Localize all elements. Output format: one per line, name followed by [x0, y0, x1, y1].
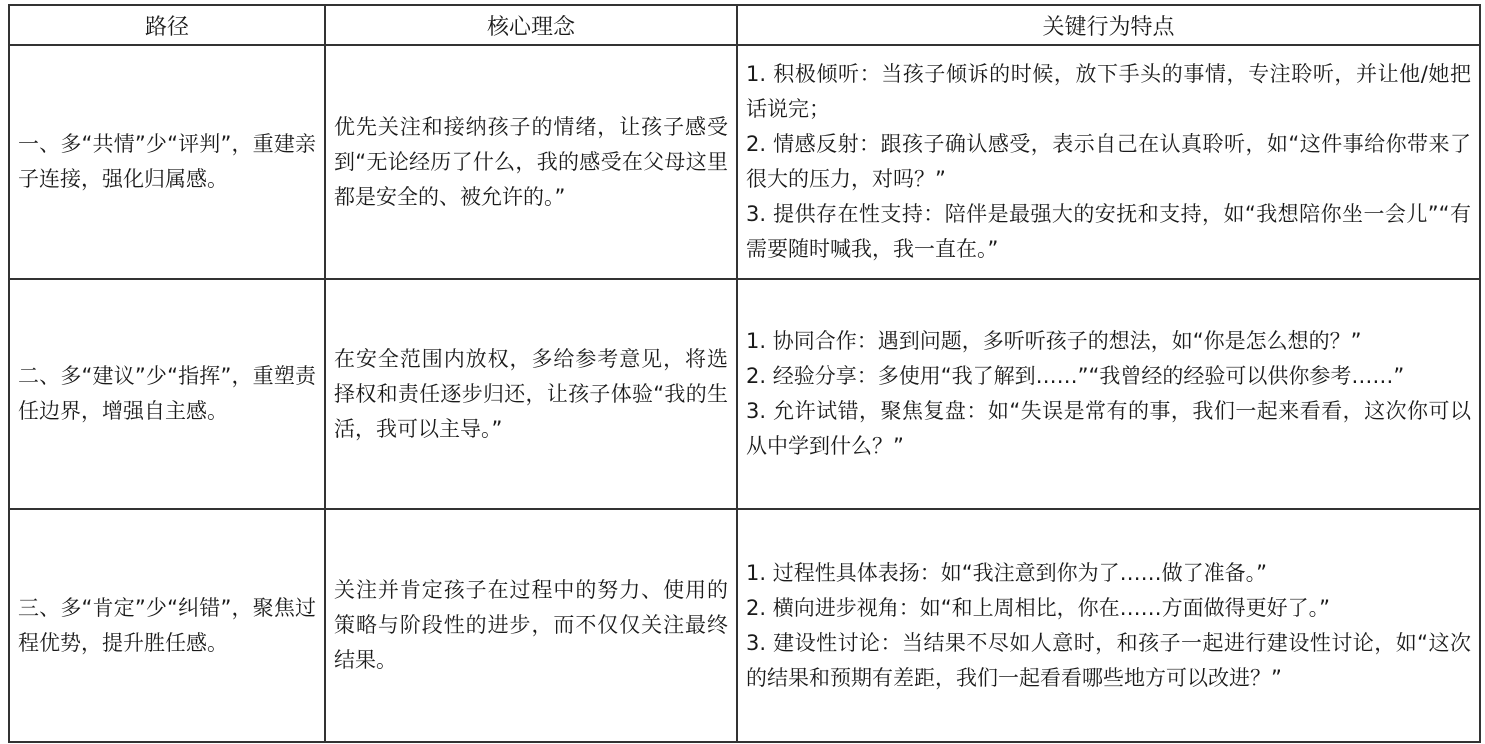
concept-cell: [325, 509, 737, 742]
table-row: [9, 509, 1480, 742]
behavior-point: 2. 横向进步视角：如“和上周相比，你在……方面做得更好了。”: [746, 595, 1330, 620]
header-path: 路径: [9, 5, 325, 45]
behavior-point: 3. 允许试错，聚焦复盘：如“失误是常有的事，我们一起来看看，这次你可以从中学到什么？”: [746, 399, 1471, 458]
behaviors-cell: [737, 509, 1480, 742]
path-cell: [9, 45, 325, 279]
table-header-row: [9, 5, 1480, 45]
header-behaviors: 关键行为特点: [737, 5, 1480, 45]
path-text: 三、多“肯定”少“纠错”，聚焦过程优势，提升胜任感。: [18, 595, 316, 655]
path-cell: [9, 509, 325, 742]
behavior-point: 1. 积极倾听：当孩子倾诉的时候，放下手头的事情，专注聆听，并让他/她把话说完；: [746, 62, 1471, 121]
behavior-point: 2. 经验分享：多使用“我了解到……”“我曾经的经验可以供你参考……”: [746, 364, 1405, 388]
behavior-point: 3. 建设性讨论：当结果不尽如人意时，和孩子一起进行建设性讨论，如“这次的结果和预期有差距，我们一起看看哪些地方可以改进？”: [746, 630, 1471, 690]
behaviors-cell: [737, 279, 1480, 509]
guidance-table: [8, 4, 1481, 743]
concept-text: 优先关注和接纳孩子的情绪，让孩子感受到“无论经历了什么，我的感受在父母这里都是安全的、被允许的。”: [334, 114, 728, 209]
behavior-point: 1. 过程性具体表扬：如“我注意到你为了……做了准备。”: [746, 560, 1267, 585]
path-text: 二、多“建议”少“指挥”，重塑责任边界，增强自主感。: [18, 364, 316, 423]
path-text: 一、多“共情”少“评判”，重建亲子连接，强化归属感。: [18, 132, 316, 191]
behavior-point: 3. 提供存在性支持：陪伴是最强大的安抚和支持，如“我想陪你坐一会儿”“有需要随时喊我，我一直在。”: [746, 202, 1471, 261]
behavior-point: 2. 情感反射：跟孩子确认感受，表示自己在认真聆听，如“这件事给你带来了很大的压力，对吗？”: [746, 132, 1471, 191]
header-concept: 核心理念: [325, 5, 737, 45]
concept-cell: [325, 45, 737, 279]
path-cell: [9, 279, 325, 509]
table-row: [9, 279, 1480, 509]
table-row: [9, 45, 1480, 279]
concept-text: 关注并肯定孩子在过程中的努力、使用的策略与阶段性的进步，而不仅仅关注最终结果。: [334, 578, 728, 672]
behavior-point: 1. 协同合作：遇到问题，多听听孩子的想法，如“你是怎么想的？”: [746, 329, 1362, 353]
concept-cell: [325, 279, 737, 509]
behaviors-cell: [737, 45, 1480, 279]
concept-text: 在安全范围内放权，多给参考意见，将选择权和责任逐步归还，让孩子体验“我的生活，我可以主导。”: [334, 346, 728, 441]
